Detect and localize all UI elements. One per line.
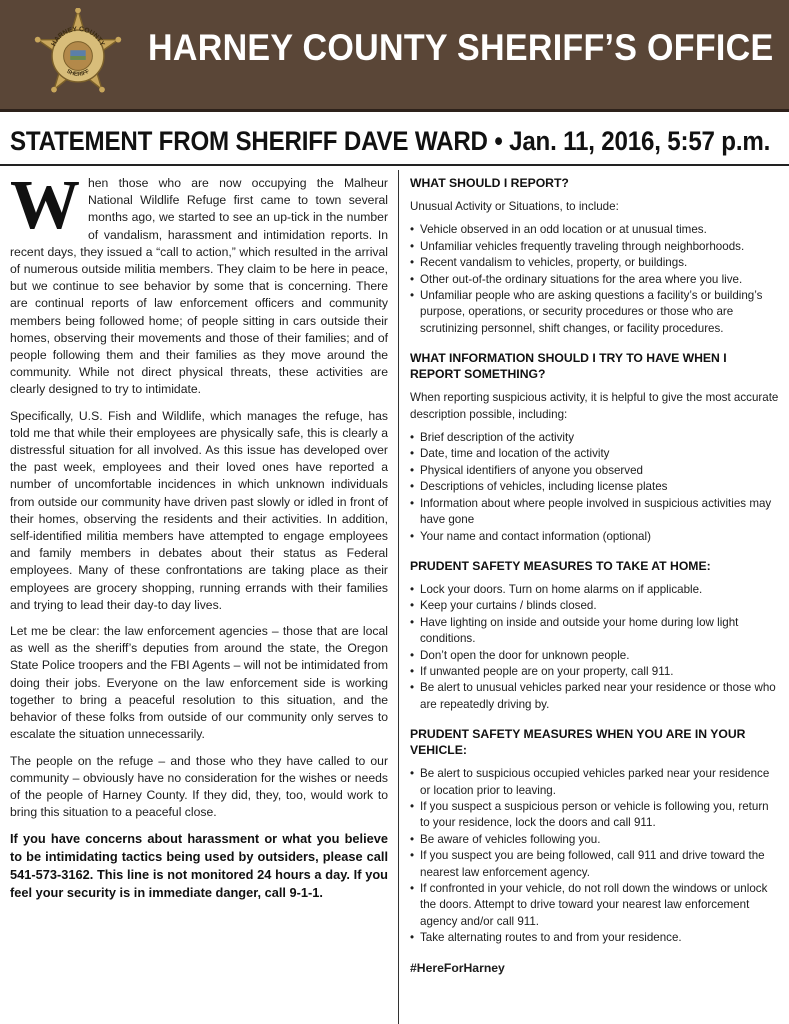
list-item: • Physical identifiers of anyone you observed [410, 463, 780, 479]
section-heading: WHAT SHOULD I REPORT? [410, 176, 569, 190]
information-list [410, 430, 780, 545]
badge-text-top: HARNEY COUNTY [50, 25, 106, 48]
paragraph-2: Specifically, U.S. Fish and Wildlife, which manages the refuge, has told me that while their employees are physically safe, this is clearly a distressful situation for all involved. As this issue has developed over the past week, employees and their loved ones have reported a number of uncomfortable incidences in which unknown individuals from outside our community have driven past slowly or idled in front of their homes, observing the residents and their activities. In addition, self-identified militia members have attempted to engage employees and family members in debates about their status as Federal employees. Many of these confrontations are taking place as their employees are grocery shopping, running errands with their families and trying to lead their day-to day lives. [10, 408, 388, 612]
list-item: • Have lighting on inside and outside your home during low light conditions. [410, 615, 780, 648]
list-item: • Your name and contact information (optional) [410, 529, 780, 545]
badge-text-bottom: SHERIFF [65, 68, 91, 78]
list-item: • Take alternating routes to and from your residence. [410, 930, 780, 946]
list-item: • Date, time and location of the activity [410, 446, 780, 462]
sheriff-star-badge-icon [30, 8, 126, 104]
list-item: • Be aware of vehicles following you. [410, 832, 780, 848]
section-heading: PRUDENT SAFETY MEASURES WHEN YOU ARE IN YOUR VEHICLE: [410, 727, 746, 758]
list-item: • Vehicle observed in an odd location or at unusual times. [410, 222, 780, 238]
org-title: HARNEY COUNTY SHERIFF’S OFFICE [148, 27, 774, 68]
list-item: • Information about where people involved in suspicious activities may have gone [410, 496, 780, 529]
list-item: • Be alert to suspicious occupied vehicles parked near your residence or location prior to leaving. [410, 766, 780, 799]
list-item: • Lock your doors. Turn on home alarms on if applicable. [410, 582, 780, 598]
title-rule [0, 164, 789, 166]
list-item: • Keep your curtains / blinds closed. [410, 598, 780, 614]
paragraph-4: The people on the refuge – and those who they have called to our community – obviously have no consideration for the wishes or needs of the people of Harney County. If they did, they, too, would work to bring this situation to a peaceful close. [10, 753, 388, 820]
drop-cap: W [10, 167, 80, 244]
list-item: • If you suspect a suspicious person or vehicle is following you, return to your residence, lock the doors and call 911. [410, 799, 780, 832]
list-item: • If you suspect you are being followed, call 911 and drive toward the nearest law enforcement agency. [410, 848, 780, 881]
section-intro: Unusual Activity or Situations, to include: [410, 200, 619, 213]
paragraph-1 [10, 167, 388, 399]
list-item: • If confronted in your vehicle, do not roll down the windows or unlock the doors. Attempt to drive toward your nearest law enforcement agency and/or call 911. [410, 881, 780, 930]
statement-title: STATEMENT FROM SHERIFF DAVE WARD • Jan. 11, 2016, 5:57 p.m. [10, 126, 771, 156]
section-heading: PRUDENT SAFETY MEASURES TO TAKE AT HOME: [410, 558, 711, 573]
list-item: • Don’t open the door for unknown people. [410, 648, 780, 664]
paragraph-3: Let me be clear: the law enforcement agencies – those that are local as well as the sheriff’s deputies from around the state, the Oregon State Police troopers and the FBI Agents – will not be intimidated from doing their jobs. Everyone on the law enforcement side is working together to bring a peaceful resolution to this situation, and the behavior of these folks from outside of our community only serves to escalate the situation unnecessarily. [10, 624, 389, 742]
contact-callout: If you have concerns about harassment or what you believe to be intimidating tactics being used by outsiders, please call 541-573-3162. This line is not monitored 24 hours a day. If you feel your security is in immediate danger, call 9-1-1. [10, 831, 388, 901]
list-item: • Brief description of the activity [410, 430, 780, 446]
list-item: • Unfamiliar people who are asking questions a facility’s or building’s purpose, operations, or security procedures or those who are scrutinizing personnel, shift changes, or facility procedures. [410, 288, 780, 337]
list-item: • Recent vandalism to vehicles, property, or buildings. [410, 255, 780, 271]
list-item: • If unwanted people are on your property, call 911. [410, 664, 780, 680]
list-item: • Other out-of-the ordinary situations for the area where you live. [410, 272, 780, 288]
masthead [0, 0, 789, 112]
column-divider [398, 170, 399, 1024]
section-heading: WHAT INFORMATION SHOULD I TRY TO HAVE WHEN I REPORT SOMETHING? [410, 351, 727, 382]
home-safety-list [410, 582, 780, 713]
paragraph-1-text: hen those who are now occupying the Malheur National Wildlife Refuge first came to town several months ago, we started to see an up-tick in the number of vandalism, harassment and intimidation reports. In recent days, they issued a “call to action,” which resulted in the arrival of numerous outside militia members. They claim to be here in peace, but we continue to see behavior by some that is concerning. There are continual reports of law enforcement officers and community members being followed home; of people sitting in cars outside their homes, observing their movements and those of their families; and of people following them and their families as they move around the community. While not direct physical threats, these activities are clearly designed to try to intimidate. [10, 176, 388, 397]
list-item: • Unfamiliar vehicles frequently traveling through neighborhoods. [410, 239, 780, 255]
vehicle-safety-list [410, 766, 780, 946]
list-item: • Descriptions of vehicles, including license plates [410, 479, 780, 495]
report-list [410, 222, 780, 337]
statement-body [10, 167, 389, 911]
list-item: • Be alert to unusual vehicles parked near your residence or those who are repeatedly driving by. [410, 680, 780, 713]
guidance-column [410, 175, 780, 976]
section-intro: When reporting suspicious activity, it is helpful to give the most accurate description possible, including: [410, 391, 779, 421]
hashtag: #HereForHarney [410, 960, 505, 975]
